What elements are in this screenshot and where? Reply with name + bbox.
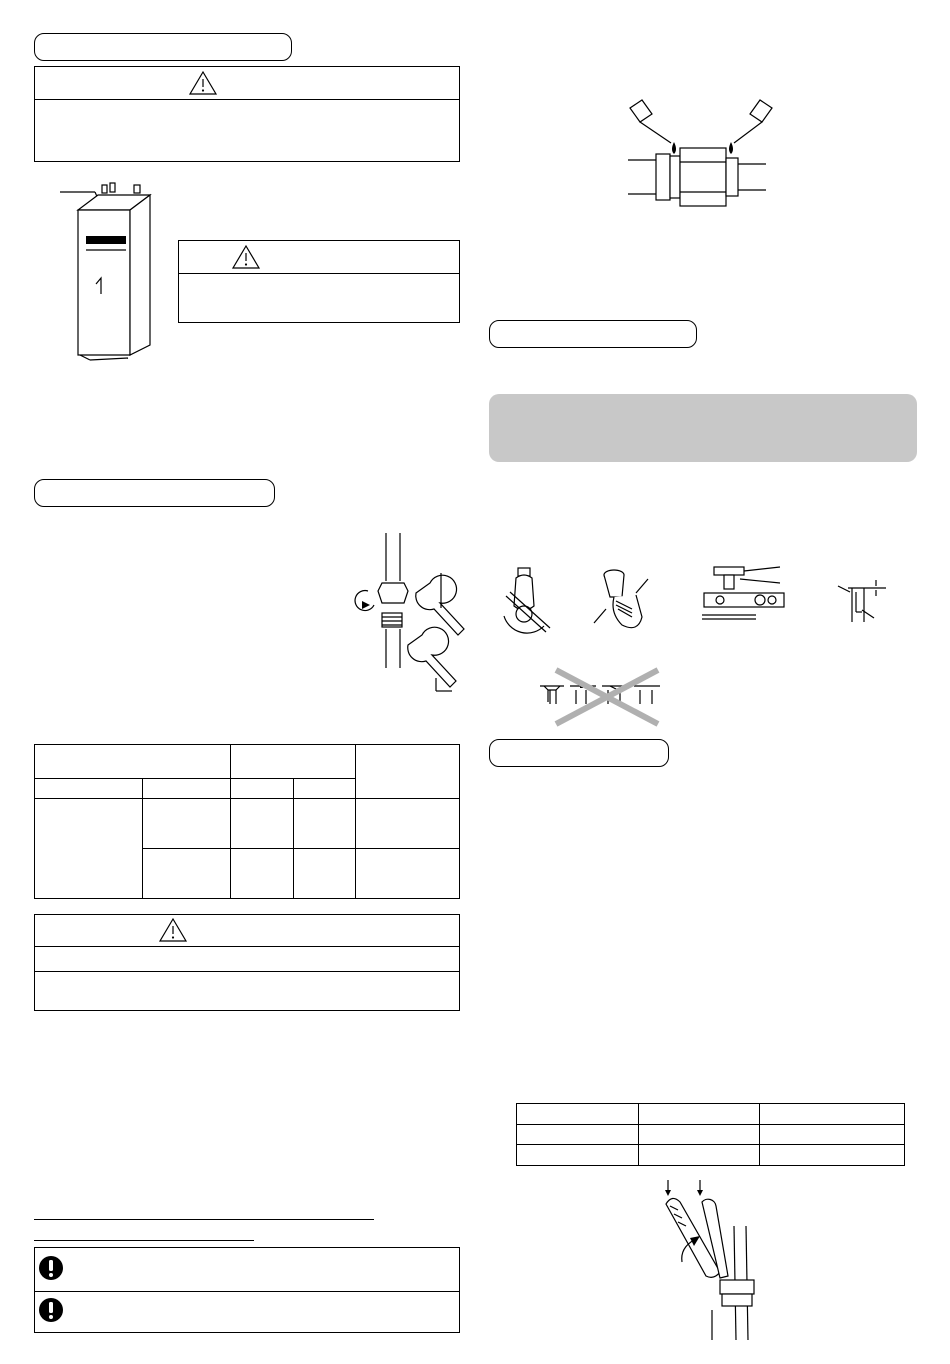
section-heading-3 [489, 320, 697, 348]
wrench-connection-illustration [356, 533, 466, 703]
bad-flares-illustration [536, 668, 676, 728]
notice-banner [489, 394, 917, 462]
section-heading-1 [34, 33, 292, 61]
warning-triangle-icon [231, 244, 261, 270]
exclamation-circle-icon [38, 1255, 64, 1281]
section-heading-2 [34, 479, 275, 507]
underline-2 [34, 1240, 254, 1241]
section-heading-4 [489, 739, 669, 767]
warning-box-1 [34, 66, 460, 162]
warning-triangle-icon [158, 917, 188, 943]
spec-table-2 [516, 1103, 905, 1166]
warning-box-2 [178, 240, 460, 323]
exclamation-circle-icon [38, 1297, 64, 1323]
underline-1 [34, 1219, 374, 1220]
leak-test-illustration [616, 98, 786, 208]
flare-dimension-illustration [834, 578, 894, 628]
spec-table-1 [34, 744, 460, 899]
torque-wrench-illustration [652, 1180, 762, 1340]
warning-triangle-icon [188, 70, 218, 96]
mandatory-box [34, 1247, 460, 1333]
reamer-illustration [592, 565, 652, 635]
pipe-cutter-illustration [500, 566, 560, 636]
flaring-tool-illustration [700, 565, 790, 625]
warning-box-3 [34, 914, 460, 1011]
